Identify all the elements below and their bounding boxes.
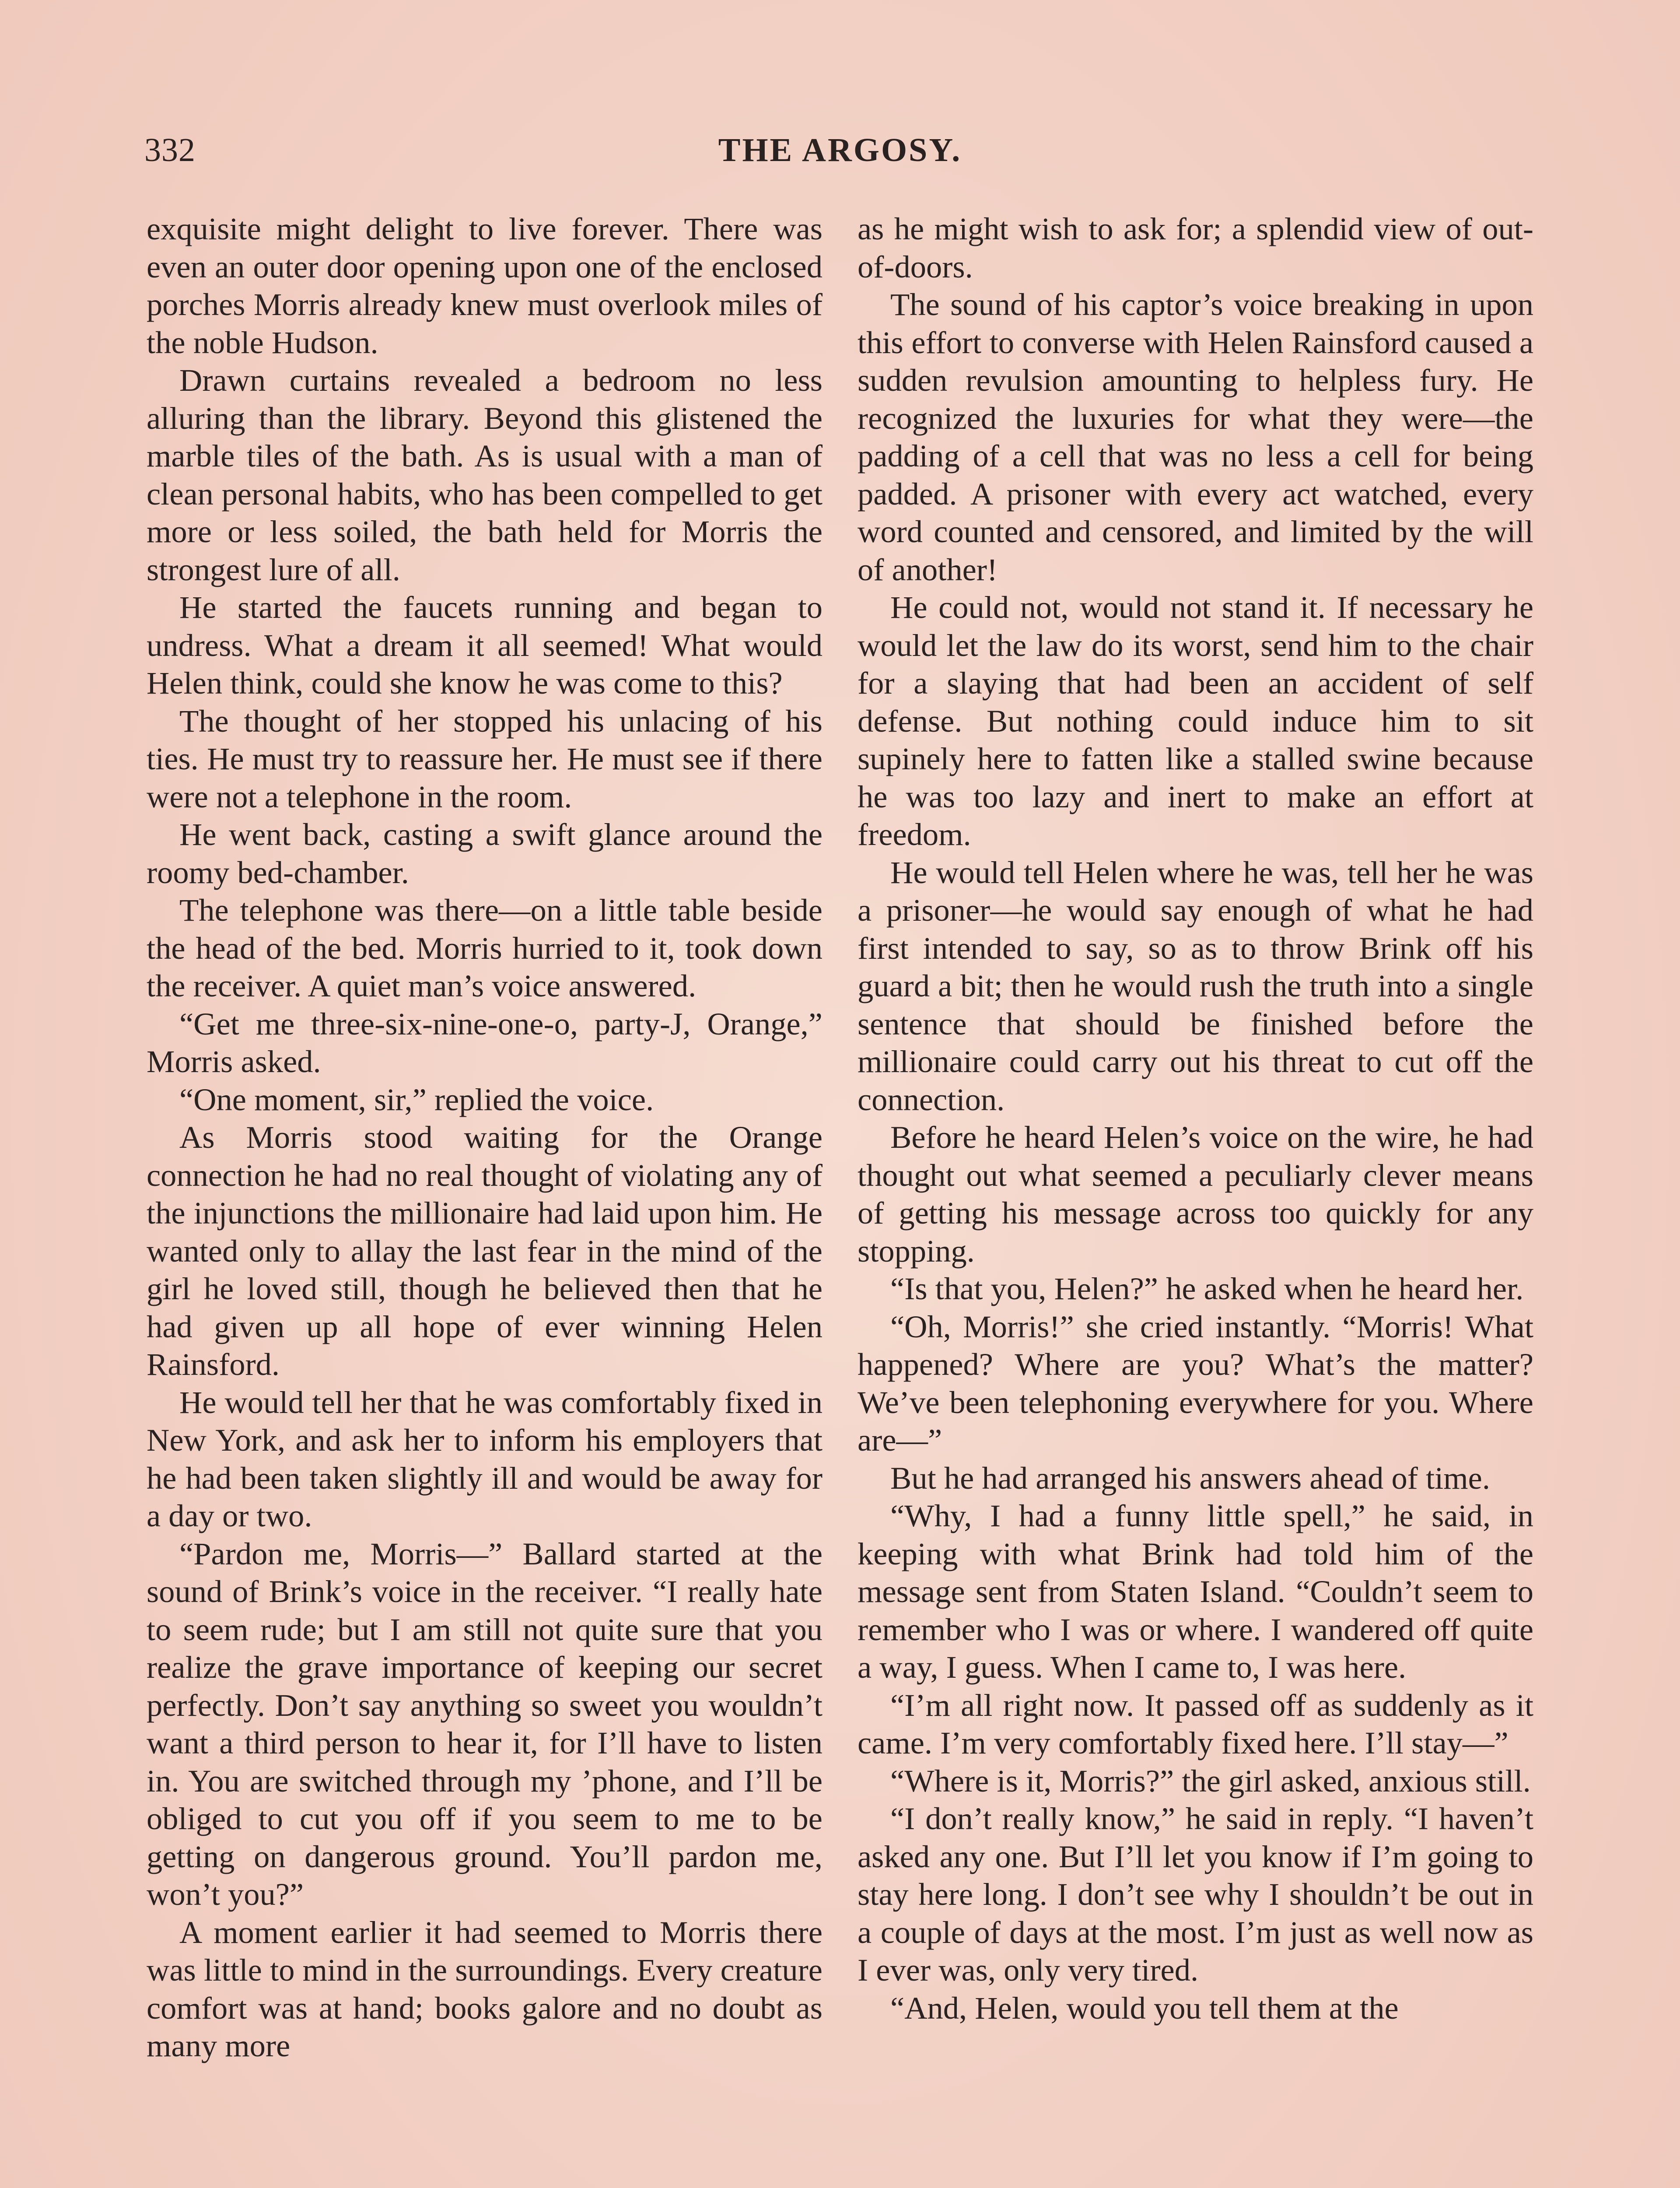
paragraph: “Get me three-six-nine-one-o, party-J, Orange,” Morris asked. [147, 1006, 822, 1079]
paragraph: The sound of his captor’s voice breaking in upon this effort to converse with Helen Rainsford caused a sudden revulsion amounting to helpless fury. He recognized the luxuries for what they were—the padding of a cell that was no less a cell for being padded. A prisoner with every act watched, every word counted and censored, and limited by the will of another! [858, 287, 1533, 587]
paragraph: He could not, would not stand it. If necessary he would let the law do its worst, send him to the chair for a slaying that had been an accident of self defense. But nothing could induce him to sit supinely here to fatten like a stalled swine because he was too lazy and inert to make an effort at freedom. [858, 589, 1533, 852]
paragraph: “And, Helen, would you tell them at the [890, 1990, 1399, 2026]
paragraph: The thought of her stopped his unlacing of his ties. He must try to reassure her. He must see if there were not a telephone in the room. [147, 703, 822, 814]
page-number: 332 [144, 132, 196, 168]
paragraph: As Morris stood waiting for the Orange connection he had no real thought of violating any of the injunctions the millionaire had laid upon him. He wanted only to allay the last fear in the mind of the girl he loved still, though he believed then that he had given up all hope of ever winning Helen Rainsford. [147, 1119, 822, 1382]
paragraph: “I’m all right now. It passed off as suddenly as it came. I’m very comfortably fixed here. I’ll stay—” [858, 1687, 1533, 1760]
paragraph: He would tell Helen where he was, tell her he was a prisoner—he would say enough of what he had first intended to say, so as to throw Brink off his guard a bit; then he would rush the truth into a single sentence that should be finished before the millionaire could carry out his threat to cut off the connection. [858, 854, 1533, 1117]
paragraph: The telephone was there—on a little table beside the head of the bed. Morris hurried to it, took down the receiver. A quiet man’s voice answered. [147, 892, 822, 1003]
paragraph: Before he heard Helen’s voice on the wire, he had thought out what seemed a peculiarly clever means of getting his message across too quickly for any stopping. [858, 1119, 1533, 1269]
paragraph: “Where is it, Morris?” the girl asked, anxious still. [890, 1763, 1531, 1799]
paragraph: “Pardon me, Morris—” Ballard started at the sound of Brink’s voice in the receiver. “I really hate to seem rude; but I am still not quite sure that you realize the grave importance of keeping our secret perfectly. Don’t say anything so sweet you wouldn’t want a third person to hear it, for I’ll have to listen in. You are switched through my ’phone, and I’ll be obliged to cut you off if you seem to me to be getting on dangerous ground. You’ll pardon me, won’t you?” [147, 1536, 822, 1912]
paragraph: as he might wish to ask for; a splendid view of out-of-doors. [858, 211, 1533, 284]
paragraph: “Is that you, Helen?” he asked when he heard her. [890, 1271, 1524, 1306]
paragraph: He went back, casting a swift glance around the roomy bed-chamber. [147, 817, 822, 890]
paragraph: A moment earlier it had seemed to Morris there was little to mind in the surroundings. Every creature comfort was at hand; books galore and no doubt as many more [147, 1914, 822, 2063]
paragraph: exquisite might delight to live forever. There was even an outer door opening upon one of the enclosed porches Morris already knew must overlook miles of the noble Hudson. [147, 211, 822, 360]
paragraph: But he had arranged his answers ahead of time. [890, 1460, 1490, 1496]
paragraph: “Why, I had a funny little spell,” he said, in keeping with what Brink had told him of the message sent from Staten Island. “Couldn’t seem to remember who I was or where. I wandered off quite a way, I guess. When I came to, I was here. [858, 1498, 1533, 1685]
paragraph: He would tell her that he was comfortably fixed in New York, and ask her to inform his employers that he had been taken slightly ill and would be away for a day or two. [147, 1384, 822, 1533]
right-column [858, 210, 1533, 2027]
paragraph: He started the faucets running and began to undress. What a dream it all seemed! What would Helen think, could she know he was come to this? [147, 589, 822, 701]
left-column [147, 210, 822, 2065]
running-title: THE ARGOSY. [718, 132, 962, 168]
paragraph: “One moment, sir,” replied the voice. [179, 1081, 654, 1117]
paragraph: “I don’t really know,” he said in reply. “I haven’t asked any one. But I’ll let you know if I’m going to stay here long. I don’t see why I shouldn’t be out in a couple of days at the most. I’m just as well now as I ever was, only very tired. [858, 1801, 1533, 1988]
paragraph: Drawn curtains revealed a bedroom no less alluring than the library. Beyond this glistened the marble tiles of the bath. As is usual with a man of clean personal habits, who has been compelled to get more or less soiled, the bath held for Morris the strongest lure of all. [147, 362, 822, 587]
page-header [144, 131, 1536, 179]
paragraph: “Oh, Morris!” she cried instantly. “Morris! What happened? Where are you? What’s the matter? We’ve been telephoning everywhere for you. Where are—” [858, 1308, 1533, 1458]
